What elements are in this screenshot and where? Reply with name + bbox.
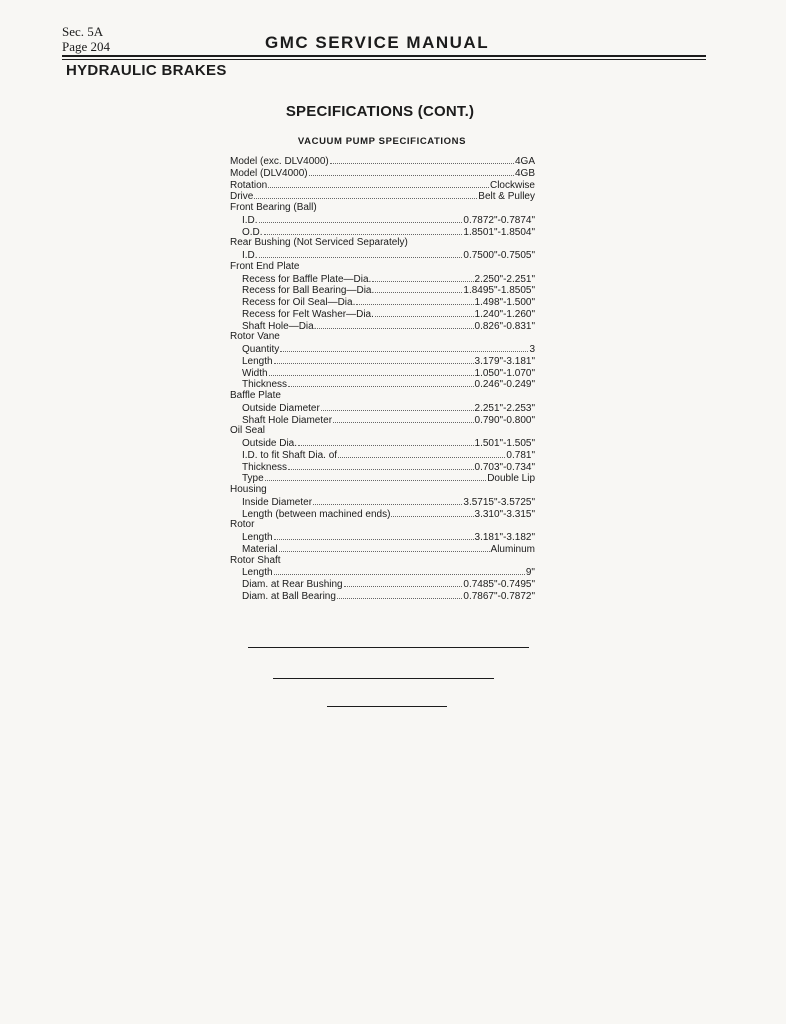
spec-value: 9"	[525, 567, 535, 579]
spec-label: Diam. at Ball Bearing	[242, 590, 336, 602]
dot-leader	[313, 496, 462, 505]
dot-leader	[269, 367, 474, 376]
spec-row	[230, 590, 535, 602]
spec-label: Model (exc. DLV4000)	[230, 156, 329, 167]
spec-label: Recess for Felt Washer—Dia.	[242, 308, 374, 320]
page-number: Page 204	[62, 39, 111, 54]
section-title: HYDRAULIC BRAKES	[66, 62, 227, 79]
divider-line	[327, 706, 447, 707]
dot-leader	[264, 226, 463, 235]
spec-row	[230, 378, 535, 390]
spec-label: Length (between machined ends)	[242, 508, 391, 520]
dot-leader	[344, 578, 463, 587]
spec-row	[230, 355, 535, 367]
spec-label: Length	[242, 567, 273, 579]
dot-leader	[274, 566, 525, 575]
dot-leader	[338, 449, 505, 458]
dot-leader	[298, 437, 473, 446]
spec-row	[230, 414, 535, 426]
spec-row	[230, 179, 535, 191]
dot-leader	[280, 343, 528, 352]
spec-value: 0.703"-0.734"	[474, 461, 535, 473]
spec-row	[230, 284, 535, 296]
spec-label: Quantity	[242, 344, 280, 355]
spec-group-heading: Rear Bushing (Not Serviced Separately)	[230, 237, 408, 249]
spec-label: Shaft Hole Diameter	[242, 414, 333, 426]
spec-label: O.D.	[242, 226, 263, 238]
spec-group-heading: Front Bearing (Ball)	[230, 202, 317, 213]
dot-leader	[375, 284, 462, 293]
spec-value: 1.8501"-1.8504"	[463, 226, 535, 238]
spec-row	[230, 508, 535, 520]
spec-group-heading: Oil Seal	[230, 425, 266, 437]
spec-value: 3.310"-3.315"	[474, 508, 535, 520]
dot-leader	[309, 167, 514, 176]
spec-label: Type	[242, 473, 264, 485]
specifications-title: SPECIFICATIONS (CONT.)	[285, 103, 475, 120]
spec-value: 4GA	[514, 156, 535, 167]
spec-row	[230, 167, 535, 179]
spec-label: Rotation	[230, 179, 268, 191]
spec-row	[230, 320, 535, 332]
spec-group-heading: Rotor	[230, 519, 255, 531]
spec-value: Aluminum	[490, 543, 535, 555]
dot-leader	[274, 531, 474, 540]
spec-label: Outside Diameter	[242, 402, 320, 414]
spec-value: 0.246"-0.249"	[474, 379, 535, 391]
vacuum-pump-table-title: VACUUM PUMP SPECIFICATIONS	[297, 136, 467, 147]
dot-leader	[259, 214, 463, 223]
spec-label: Material	[242, 543, 278, 555]
spec-value: 0.7500"-0.7505"	[463, 250, 535, 261]
dot-leader	[265, 472, 487, 481]
spec-value: 1.8495"-1.8505"	[463, 285, 535, 297]
spec-row	[230, 367, 535, 379]
vacuum-pump-spec-list	[230, 155, 535, 602]
spec-label: Model (DLV4000)	[230, 167, 308, 179]
spec-row	[230, 578, 535, 590]
spec-row	[230, 343, 535, 355]
spec-value: 0.7485"-0.7495"	[463, 579, 535, 590]
spec-value: 0.7867"-0.7872"	[463, 590, 535, 602]
spec-value: 3	[529, 344, 535, 355]
dot-leader	[317, 320, 473, 329]
spec-value: Belt & Pulley	[478, 191, 535, 203]
spec-row	[230, 402, 535, 414]
divider-line	[248, 647, 529, 648]
spec-label: I.D. to fit Shaft Dia. of	[242, 449, 338, 461]
spec-row	[230, 155, 535, 167]
spec-row	[230, 496, 535, 508]
spec-value: 1.498"-1.500"	[474, 297, 535, 308]
spec-row	[230, 449, 535, 461]
spec-row	[230, 249, 535, 261]
dot-leader	[279, 543, 490, 552]
spec-row	[230, 214, 535, 226]
spec-label: Thickness	[242, 461, 288, 473]
spec-label: Length	[242, 355, 273, 367]
spec-value: 0.826"-0.831"	[474, 320, 535, 332]
spec-group-heading: Baffle Plate	[230, 390, 281, 401]
spec-label: I.D.	[242, 250, 258, 261]
dot-leader	[254, 190, 477, 199]
dot-leader	[274, 355, 474, 364]
spec-value: 3.5715"-3.5725"	[463, 496, 535, 508]
spec-label: Recess for Oil Seal—Dia.	[242, 297, 356, 308]
spec-row	[230, 437, 535, 449]
spec-row	[230, 308, 535, 320]
spec-group-heading: Housing	[230, 484, 267, 495]
spec-row	[230, 472, 535, 484]
spec-value: Clockwise	[489, 179, 535, 191]
dot-leader	[330, 155, 514, 164]
spec-row	[230, 190, 535, 202]
dot-leader	[259, 249, 463, 258]
dot-leader	[337, 590, 462, 599]
dot-leader	[356, 296, 473, 305]
spec-value: 4GB	[514, 167, 535, 179]
dot-leader	[288, 461, 474, 470]
spec-row	[230, 531, 535, 543]
spec-value: 3.179"-3.181"	[474, 355, 535, 367]
spec-value: 0.790"-0.800"	[474, 414, 535, 426]
dot-leader	[268, 179, 489, 188]
spec-row	[230, 273, 535, 285]
spec-label: Inside Diameter	[242, 496, 313, 508]
spec-group-heading: Rotor Shaft	[230, 554, 281, 566]
spec-row	[230, 461, 535, 473]
dot-leader	[375, 308, 474, 317]
spec-value: 3.181"-3.182"	[474, 532, 535, 543]
spec-label: Recess for Baffle Plate—Dia.	[242, 273, 372, 285]
dot-leader	[321, 402, 474, 411]
dot-leader	[372, 273, 473, 282]
spec-label: Shaft Hole—Dia.	[242, 320, 317, 332]
spec-value: 1.050"-1.070"	[474, 367, 535, 379]
spec-label: I.D.	[242, 214, 258, 226]
manual-title: GMC SERVICE MANUAL	[265, 33, 490, 52]
spec-value: 0.781"	[506, 449, 535, 461]
spec-group-heading: Front End Plate	[230, 260, 300, 272]
header-rule-thick	[62, 55, 706, 57]
spec-label: Outside Dia.	[242, 438, 298, 449]
spec-value: 1.240"-1.260"	[474, 308, 535, 320]
spec-label: Length	[242, 532, 273, 543]
spec-row	[230, 566, 535, 578]
spec-label: Diam. at Rear Bushing	[242, 579, 343, 590]
spec-label: Thickness	[242, 379, 288, 391]
spec-row	[230, 543, 535, 555]
divider-line	[273, 678, 494, 679]
spec-label: Width	[242, 367, 268, 379]
dot-leader	[333, 414, 473, 423]
spec-value: 1.501"-1.505"	[474, 438, 535, 449]
header-rule-thin	[62, 59, 706, 60]
spec-group-heading: Rotor Vane	[230, 331, 280, 343]
spec-row	[230, 226, 535, 238]
spec-value: Double Lip	[487, 473, 535, 485]
spec-label: Recess for Ball Bearing—Dia.	[242, 285, 375, 297]
section-number: Sec. 5A	[62, 24, 104, 39]
spec-row	[230, 296, 535, 308]
spec-value: 2.250"-2.251"	[474, 273, 535, 285]
spec-value: 0.7872"-0.7874"	[463, 214, 535, 226]
dot-leader	[391, 508, 473, 517]
dot-leader	[288, 378, 474, 387]
spec-label: Drive	[230, 191, 254, 203]
spec-value: 2.251"-2.253"	[474, 402, 535, 414]
